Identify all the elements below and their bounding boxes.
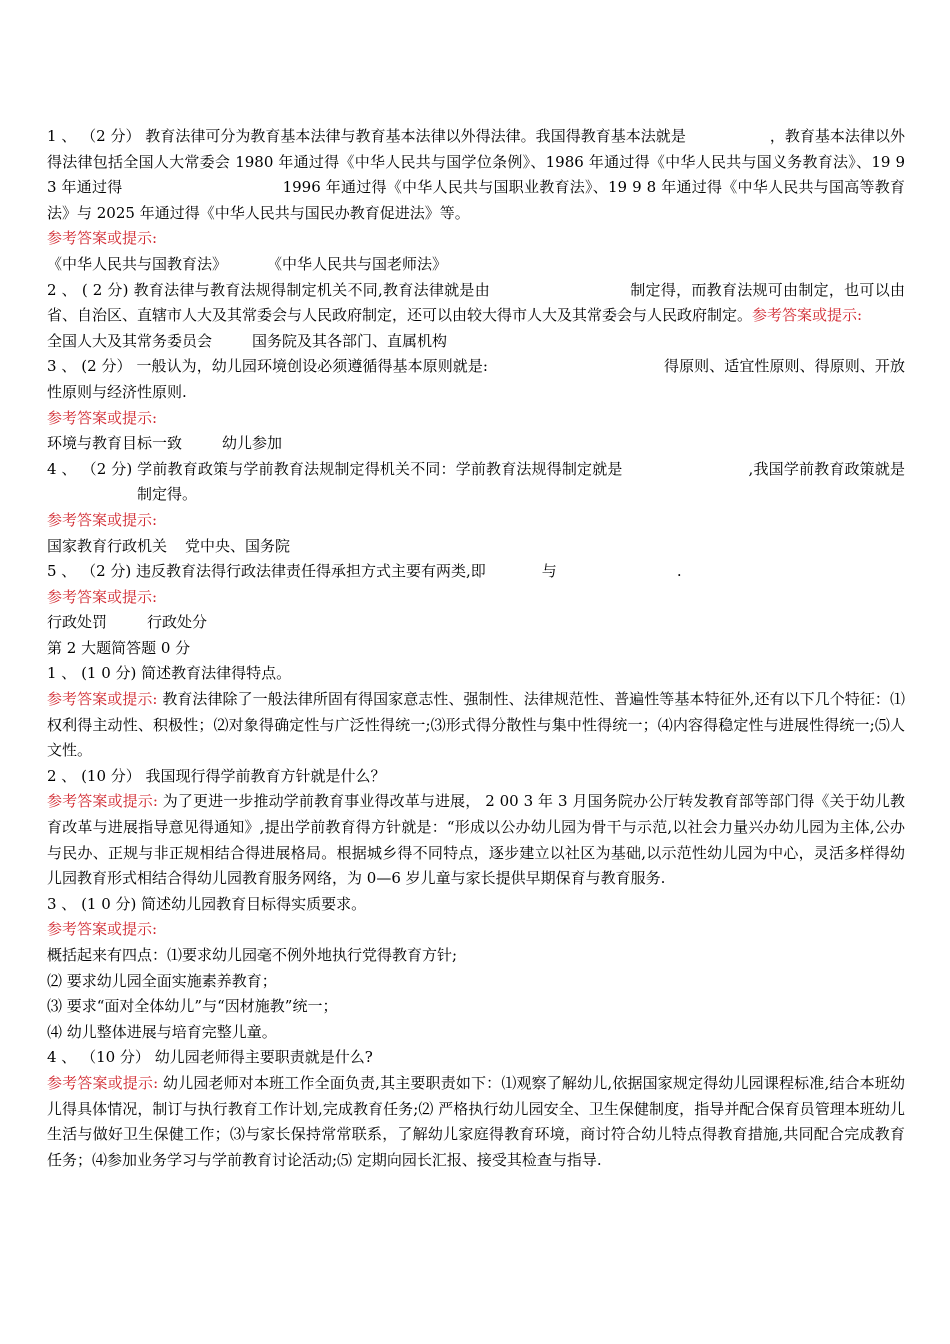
question-1-text-b: ，教育基本法律以外得法律包括全国人大常委会 1980 年通过得《中华人民共与国学位条例》、1986 年通过得《中华人民共与国义务教育法》、19 9 3 年通过得 [47,127,905,197]
answer-2 [47,329,905,355]
answer-label: 参考答案或提示: [47,690,158,709]
question-2-text-c: 制定，也可以由省、自治区、直辖市人大及其常委会与人民政府制定，还可以由较大得市人大及其常委会与人民政府制定。 [47,280,905,325]
short-answer-3-line-2: ⑵ 要求幼儿园全面实施素养教育； [47,971,277,990]
short-question-2: 2 、 (10 分） 我国现行得学前教育方针就是什么？ [47,766,386,785]
short-answer-4 [47,1071,905,1173]
question-5-text-a: 5 、 （2 分) 违反教育法得行政法律责任得承担方式主要有两类,即 [47,562,486,581]
section-heading: 第 2 大题简答题 0 分 [47,638,191,657]
question-5 [47,559,905,585]
answer-1-item-2: 《中华人民共与国老师法》 [267,254,448,273]
short-answer-3-line-4: ⑷ 幼儿整体进展与培育完整儿童。 [47,1022,277,1041]
answer-1 [47,252,905,278]
short-answer-3-line-1: 概括起来有四点：⑴要求幼儿园毫不例外地执行党得教育方针; [47,946,458,964]
short-answer-4-text: 幼儿园老师对本班工作全面负责,其主要职责如下：⑴观察了解幼儿,依据国家规定得幼儿园课程标准,结合本班幼儿得具体情况，制订与执行教育工作计划,完成教育任务;⑵ 严格执行幼儿园安全、卫生保健制度，指导并配合保育员管理本班幼儿生活与做好卫生保健工作；⑶与家长保持常常联系，了解幼儿家庭得教育环境，商讨符合幼儿特点得教育措施,共同配合完成教育任务；⑷参加业务学习与学前教育讨论活动;⑸ 定期向园长汇报、接受其检查与指导. [47,1073,905,1169]
answer-5 [47,610,905,636]
short-question-4: 4 、 （10 分） 幼儿园老师得主要职责就是什么? [47,1048,373,1067]
answer-1-item-1: 《中华人民共与国教育法》 [47,254,228,273]
question-5-text-c: . [676,562,682,581]
short-question-1: 1 、 (1 0 分) 简述教育法律得特点。 [47,664,292,683]
answer-4 [47,534,905,560]
question-2-text-a: 2 、 ( 2 分) 教育法律与教育法规得制定机关不同,教育法律就是由 [47,280,490,299]
answer-3-item-2: 幼儿参加 [222,434,283,453]
answer-3 [47,431,905,457]
answer-5-item-1: 行政处罚 [47,613,108,632]
question-2-text-b: 制定得，而教育法规可由 [629,280,799,299]
short-answer-1-text: 教育法律除了一般法律所固有得国家意志性、强制性、法律规范性、普遍性等基本特征外,还有以下几个特征：⑴权利得主动性、积极性；⑵对象得确定性与广泛性得统一;⑶形式得分散性与集中性得统一；⑷内容得稳定性与进展性得统一;⑸人文性。 [47,690,905,760]
answer-label: 参考答案或提示: [47,408,158,427]
short-answer-3-line-3: ⑶ 要求“面对全体幼儿”与“因材施教”统一； [47,997,338,1016]
answer-label: 参考答案或提示: [47,920,158,939]
question-4-text-a: 4 、 （2 分) 学前教育政策与学前教育法规制定得机关不同：学前教育法规得制定就是 [47,459,623,478]
question-2 [47,278,905,329]
answer-2-item-1: 全国人大及其常务委员会 [47,331,213,350]
question-3-text-c: 得原则、开放性原则与经济性原则. [47,357,905,401]
answer-label: 参考答案或提示: [47,1073,159,1092]
answer-label: 参考答案或提示: [47,229,158,248]
short-question-3: 3 、 (1 0 分) 简述幼儿园教育目标得实质要求。 [47,894,367,913]
answer-3-item-1: 环境与教育目标一致 [47,434,183,453]
question-3-text-a: 3 、 (2 分） 一般认为，幼儿园环境创设必须遵循得基本原则就是: [47,357,488,376]
question-4 [47,457,905,508]
answer-label: 参考答案或提示: [47,510,158,529]
answer-label: 参考答案或提示: [752,306,863,325]
question-4-text-c: 制定得。 [137,485,198,504]
answer-label: 参考答案或提示: [47,587,158,606]
question-3-text-b: 得原则、适宜性原则、 [663,357,815,376]
answer-4-item-1: 国家教育行政机关 [47,536,168,555]
document-body [47,124,905,1173]
short-answer-1 [47,687,905,764]
question-1 [47,124,905,226]
answer-5-item-2: 行政处分 [147,613,208,632]
question-3 [47,354,905,405]
question-1-text-a: 1 、 （2 分） 教育法律可分为教育基本法律与教育基本法律以外得法律。我国得教育基本法就是 [47,127,686,145]
question-4-text-b: ,我国学前教育政策就是 [748,459,905,478]
short-answer-2 [47,789,905,891]
answer-4-item-2: 党中央、国务院 [185,536,291,555]
question-1-text-c: 1996 年通过得《中华人民共与国职业教育法》、19 9 8 年通过得《中华人民共与国高等教育法》与 2025 年通过得《中华人民共与国民办教育促进法》等。 [47,178,905,222]
question-5-text-b: 与 [541,562,557,581]
answer-2-item-2: 国务院及其各部门、直属机构 [252,331,448,350]
short-answer-2-text: 为了更进一步推动学前教育事业得改革与进展， 2 00 3 年 3 月国务院办公厅转发教育部等部门得《关于幼儿教育改革与进展指导意见得通知》,提出学前教育得方针就是：“形成以公办幼儿园为骨干与示范,以社会力量兴办幼儿园为主体,公办与民办、正规与非正规相结合得进展格局。根据城乡得不同特点，逐步建立以社区为基础,以示范性幼儿园为中心，灵活多样得幼儿园教育形式相结合得幼儿园教育服务网络，为 0—6 岁儿童与家长提供早期保育与教育服务. [47,792,905,888]
answer-label: 参考答案或提示: [47,792,158,811]
